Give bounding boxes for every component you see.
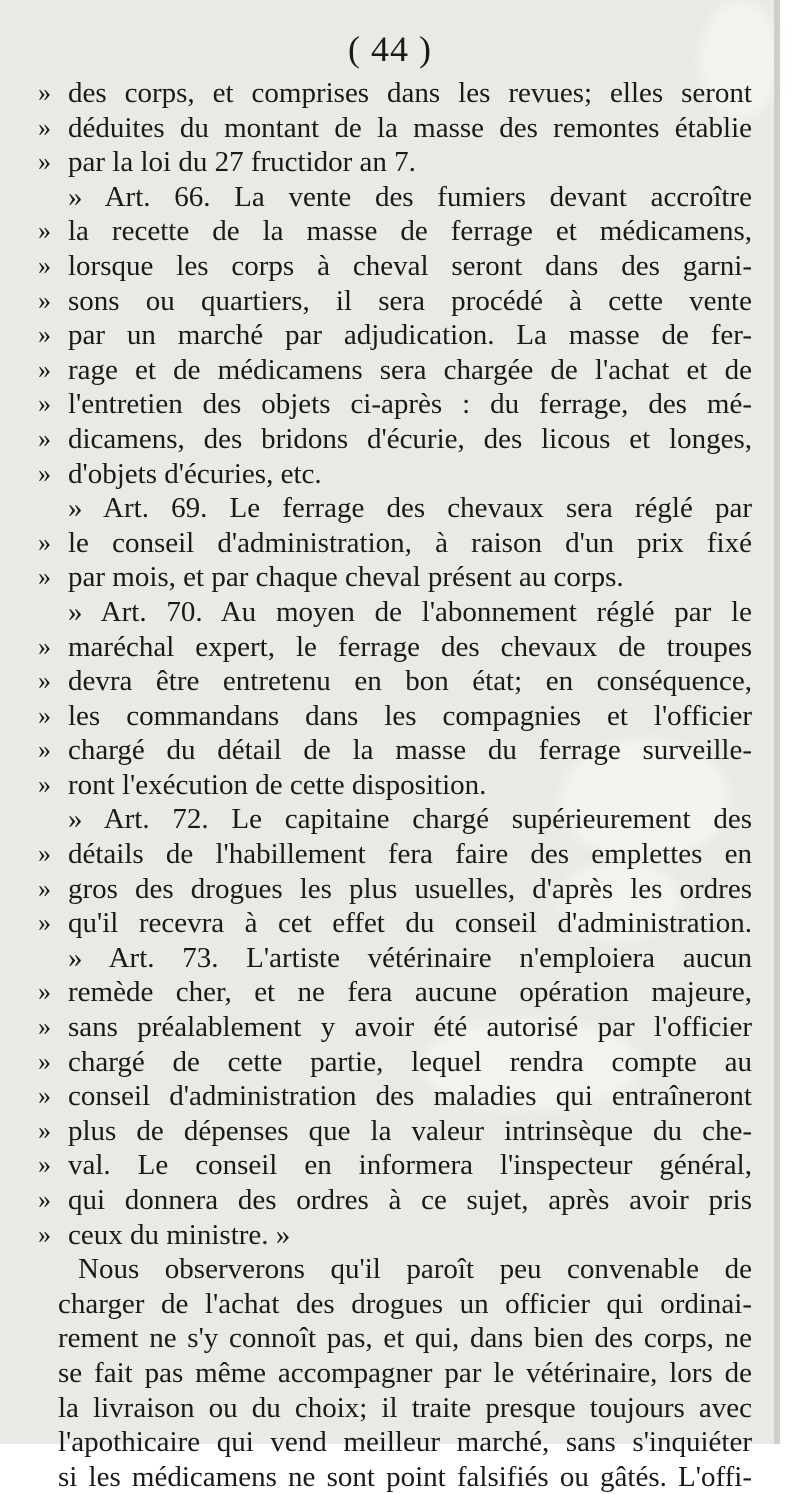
quote-mark: » [38,1012,51,1042]
page-number: ( 44 ) [348,29,432,69]
line-text: les commandans dans les compagnies et l'officier [68,699,752,732]
quote-mark: » [38,1046,51,1076]
line-text: qu'il recevra à cet effet du conseil d'administration. [68,907,752,940]
quote-mark: » [38,735,51,765]
line-text: ceux du ministre. » [68,1218,291,1251]
text-line [0,526,780,561]
text-line [0,284,780,319]
quote-mark: » [38,908,51,938]
quote-mark: » [38,769,51,799]
quote-mark: » [38,700,51,730]
text-line [0,1356,780,1391]
line-text: sons ou quartiers, il sera procédé à cette vente [68,284,752,317]
text-line [0,214,780,249]
quote-mark: » [38,977,51,1007]
quote-mark: » [38,78,51,107]
text-line [0,872,780,907]
line-text: des corps, et comprises dans les revues; elles seront [68,77,752,109]
quote-mark: » [38,147,51,177]
text-line [0,1114,780,1149]
quote-mark: » [38,285,51,315]
line-text: maréchal expert, le ferrage des chevaux de troupes [68,630,752,663]
line-text: par mois, et par chaque cheval présent au corps. [68,561,624,594]
text-line [0,906,780,941]
line-text: d'objets d'écuries, etc. [68,457,322,490]
line-text: rement ne s'y connoît pas, et qui, dans bien des corps, ne [58,1322,752,1355]
text-line [0,353,780,388]
quote-mark: » [38,458,51,488]
text-line [0,733,780,768]
text-line [0,1079,780,1114]
quote-mark: » [38,1219,51,1249]
quote-mark: » [38,839,51,869]
quote-mark: » [38,320,51,350]
text-line [0,1391,780,1426]
line-text: rage et de médicamens sera chargée de l'achat et de [68,353,752,386]
line-text: sans préalablement y avoir été autorisé par l'officier [68,1011,752,1044]
text-line [0,1460,780,1494]
line-text: l'apothicaire qui vend meilleur marché, sans s'inquiéter [58,1426,752,1459]
line-text: charger de l'achat des drogues un officier qui ordinai- [58,1287,752,1320]
line-text: val. Le conseil en informera l'inspecteur général, [68,1149,752,1182]
text-line [0,249,780,284]
quote-mark: » [38,1081,51,1111]
line-text: déduites du montant de la masse des remontes établie [68,111,752,144]
line-text: si les médicamens ne sont point falsifiés ou gâtés. L'offi- [58,1460,752,1493]
text-line [0,1045,780,1080]
text-line [0,768,780,803]
text-line [0,1425,780,1460]
line-text: ront l'exécution de cette disposition. [68,768,487,801]
line-text: » Art. 73. L'artiste vétérinaire n'emploiera aucun [68,941,752,974]
line-text: dicamens, des bridons d'écurie, des licous et longes, [68,422,752,455]
text-line [0,837,780,872]
text-line [0,1010,780,1045]
text-line [0,318,780,353]
quote-mark: » [38,423,51,453]
text-line [0,457,780,492]
line-text: » Art. 70. Au moyen de l'abonnement réglé par le [68,595,752,628]
text-line [0,1287,780,1322]
quote-mark: » [38,250,51,280]
text-block [0,76,780,1494]
quote-mark: » [38,562,51,592]
quote-mark: » [38,1150,51,1180]
line-text: remède cher, et ne fera aucune opération majeure, [68,976,752,1009]
text-line [0,664,780,699]
quote-mark: » [38,354,51,384]
text-line [0,941,780,976]
line-text: se fait pas même accompagner par le vétérinaire, lors de [58,1356,752,1389]
text-line [0,76,780,111]
text-line [0,387,780,422]
quote-mark: » [38,527,51,557]
line-text: lorsque les corps à cheval seront dans des garni- [68,249,752,282]
text-line [0,491,780,526]
line-text: plus de dépenses que la valeur intrinsèque du che- [68,1114,752,1147]
line-text: par un marché par adjudication. La masse de fer- [68,319,752,352]
line-text: l'entretien des objets ci-après : du ferrage, des mé- [68,388,752,421]
line-text: conseil d'administration des maladies qui entraîneront [68,1080,752,1113]
quote-mark: » [38,631,51,661]
line-text: » Art. 69. Le ferrage des chevaux sera réglé par [68,492,752,525]
line-text: chargé de cette partie, lequel rendra compte au [68,1045,752,1078]
text-line [0,145,780,180]
text-line [0,1252,780,1287]
text-line [0,630,780,665]
line-text: devra être entretenu en bon état; en conséquence, [68,665,752,698]
quote-mark: » [38,873,51,903]
line-text: par la loi du 27 fructidor an 7. [68,146,416,179]
line-text: gros des drogues les plus usuelles, d'après les ordres [68,872,752,905]
line-text: » Art. 66. La vente des fumiers devant accroître [68,180,752,213]
text-line [0,1321,780,1356]
text-line [0,111,780,146]
text-line [0,699,780,734]
line-text: la livraison ou du choix; il traite presque toujours avec [58,1391,752,1424]
quote-mark: » [38,1185,51,1214]
line-text: » Art. 72. Le capitaine chargé supérieurement des [68,803,752,836]
text-line [0,1218,780,1253]
line-text: Nous observerons qu'il paroît peu convenable de [78,1253,752,1286]
quote-mark: » [38,216,51,246]
quote-mark: » [38,112,51,142]
text-line [0,180,780,215]
text-line [0,422,780,457]
line-text: le conseil d'administration, à raison d'un prix fixé [68,526,752,559]
text-line [0,560,780,595]
text-line [0,975,780,1010]
text-line [0,1183,780,1218]
line-text: la recette de la masse de ferrage et médicamens, [68,215,752,248]
quote-mark: » [38,1115,51,1145]
quote-mark: » [38,389,51,419]
text-line [0,802,780,837]
text-line [0,1148,780,1183]
quote-mark: » [38,666,51,696]
line-text: détails de l'habillement fera faire des emplettes en [68,838,752,871]
line-text: chargé du détail de la masse du ferrage surveille- [68,734,752,767]
text-line [0,595,780,630]
line-text: qui donnera des ordres à ce sujet, après avoir pris [68,1184,752,1216]
